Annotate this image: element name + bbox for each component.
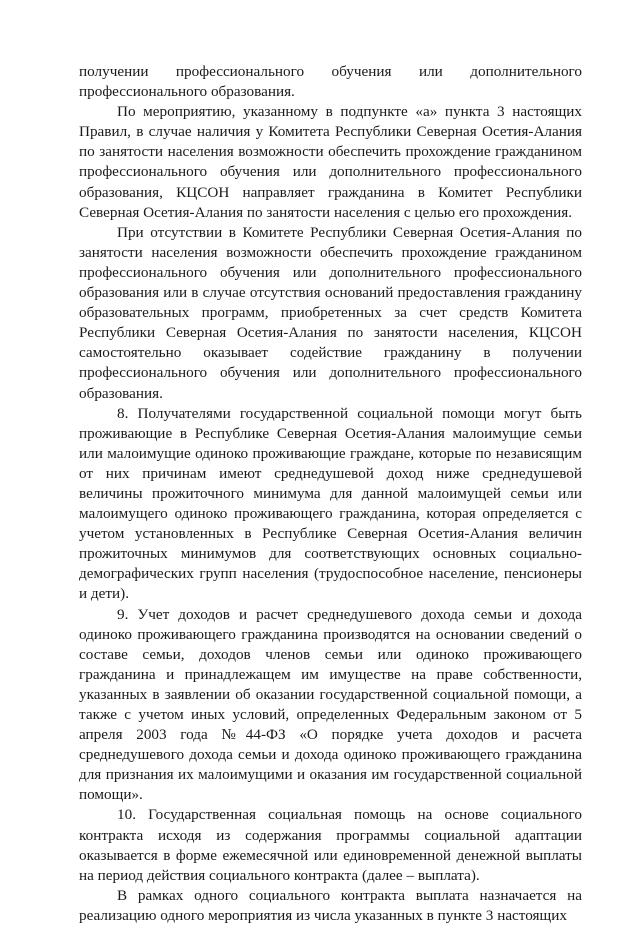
document-page — [79, 62, 582, 926]
paragraph-continuation: получении профессионального обучения или дополнительного профессионального образования. — [79, 63, 582, 101]
paragraph-single-contract: В рамках одного социального контракта выплата назначается на реализацию одного мероприятия из числа указанных в пункте 3 настоящих — [79, 886, 582, 924]
paragraph-item-8: 8. Получателями государственной социальной помощи могут быть проживающие в Республике Северная Осетия-Алания малоимущие семьи или малоимущие одиноко проживающие граждане, которые по независящим от них причинам имеют среднедушевой доход ниже среднедушевой величины прожиточного минимума для данной малоимущей семьи или малоимущего одиноко проживающего гражданина, которая определяется с учетом установленных в Республике Северная Осетия-Алания величин прожиточных минимумов для соответствующих основных социально-демографических групп населения (трудоспособное население, пенсионеры и дети). — [79, 404, 582, 603]
paragraph-item-9: 9. Учет доходов и расчет среднедушевого дохода семьи и дохода одиноко проживающего гражданина производятся на основании сведений о составе семьи, доходов членов семьи или одиноко проживающего гражданина и принадлежащем им имуществе на праве собственности, указанных в заявлении об оказании государственной социальной помощи, а также с учетом иных условий, определенных Федеральным законом от 5 апреля 2003 года №44-ФЗ «О порядке учета доходов и расчета среднедушевого дохода семьи и дохода одиноко проживающего гражданина для признания их малоимущими и оказания им государственной социальной помощи». — [79, 605, 582, 804]
paragraph-absence-of-capacity: При отсутствии в Комитете Республики Северная Осетия-Алания по занятости населения возможности обеспечить прохождение гражданином профессионального обучения или дополнительного профессионального образования или в случае отсутствия оснований предоставления гражданину образовательных программ, приобретенных за счет средств Комитета Республики Северная Осетия-Алания по занятости населения, КЦСОН самостоятельно оказывает содействие гражданину в получении профессионального обучения или дополнительного профессионального образования. — [79, 223, 582, 402]
paragraph-item-10: 10. Государственная социальная помощь на основе социального контракта исходя из содержания программы социальной адаптации оказывается в форме ежемесячной или единовременной денежной выплаты на период действия социального контракта (далее – выплата). — [79, 806, 582, 884]
paragraph-referral: По мероприятию, указанному в подпункте «а» пункта 3 настоящих Правил, в случае наличия у Комитета Республики Северная Осетия-Алания по занятости населения возможности обеспечить прохождение гражданином профессионального обучения или дополнительного профессионального образования, КЦСОН направляет гражданина в Комитет Республики Северная Осетия-Алания по занятости населения с целью его прохождения. — [79, 103, 582, 221]
